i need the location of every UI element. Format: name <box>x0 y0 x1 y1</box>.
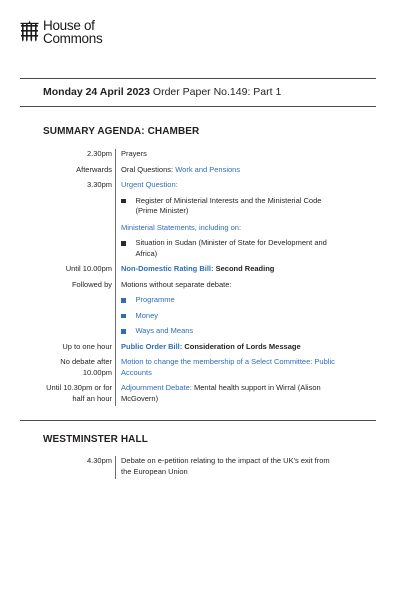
chamber-agenda <box>40 149 376 406</box>
house-of-commons-logo <box>20 20 102 45</box>
row-time: Up to one hour <box>62 341 112 351</box>
row-time: Until 10.30pm or for half an hour <box>46 383 112 403</box>
row-time: Until 10.00pm <box>65 264 112 273</box>
agenda-row-select-committee-motion <box>40 357 376 383</box>
portcullis-icon <box>20 20 39 42</box>
agenda-row-motions <box>40 280 376 342</box>
chamber-heading: SUMMARY AGENDA: CHAMBER <box>43 126 200 137</box>
bullet-icon <box>121 298 126 303</box>
row-time: 3.30pm <box>86 180 112 189</box>
list-item: Situation in Sudan (Minister of State for Development and Africa) <box>121 238 340 259</box>
agenda-row-public-order-bill <box>40 342 376 358</box>
motions-label: Motions without separate debate: <box>121 279 232 289</box>
westminster-agenda <box>40 456 376 479</box>
list-item: Register of Ministerial Interests and the Ministerial Code (Prime Minister) <box>121 196 340 217</box>
bullet-icon <box>121 241 126 246</box>
logo-line-1: House of <box>43 18 95 33</box>
non-domestic-rating-bill-link[interactable]: Non-Domestic Rating Bill: <box>121 264 214 273</box>
westminster-hall-heading: WESTMINSTER HALL <box>43 434 148 445</box>
title-divider <box>20 106 376 107</box>
title-rest: Order Paper No.149: Part 1 <box>149 86 282 98</box>
list-item <box>121 311 340 322</box>
agenda-row-oral-questions <box>40 165 376 181</box>
row-content: Prayers <box>115 149 340 165</box>
bill-stage: Second Reading <box>213 264 275 273</box>
logo-line-2: Commons <box>43 30 103 46</box>
agenda-row-non-domestic-rating-bill <box>40 264 376 280</box>
row-time: Afterwards <box>76 164 112 174</box>
bill-stage: Consideration of Lords Message <box>182 341 301 351</box>
page-title <box>43 86 281 98</box>
row-content: Debate on e-petition relating to the impact of the UK's exit from the European Union <box>115 456 340 479</box>
bullet-icon <box>121 199 126 204</box>
row-time: Followed by <box>71 279 112 289</box>
money-link[interactable]: Money <box>135 310 159 320</box>
select-committee-motion-link[interactable]: Motion to change the membership of a Select Committee: Public Accounts <box>115 357 340 383</box>
row-time: 4.30pm <box>86 456 112 465</box>
section-divider <box>20 420 376 421</box>
work-and-pensions-link[interactable]: Work and Pensions <box>175 164 241 174</box>
list-item <box>121 326 340 337</box>
agenda-row-urgent-question <box>40 180 376 264</box>
title-date: Monday 24 April 2023 <box>43 86 150 98</box>
oral-questions-label: Oral Questions: <box>121 164 176 174</box>
agenda-row-adjournment-debate <box>40 383 376 406</box>
adjournment-debate-text: Mental health support in Wirral (Alison McGovern) <box>121 383 321 403</box>
row-time: No debate after 10.00pm <box>60 357 112 377</box>
list-item <box>121 295 340 306</box>
programme-link[interactable]: Programme <box>135 295 175 304</box>
adjournment-debate-link[interactable]: Adjournment Debate: <box>121 383 192 392</box>
bullet-icon <box>121 314 126 319</box>
agenda-row-e-petition <box>40 456 376 479</box>
row-time: 2.30pm <box>86 149 112 158</box>
top-divider <box>20 78 376 79</box>
urgent-question-link[interactable]: Urgent Question: <box>121 180 178 189</box>
agenda-row-prayers <box>40 149 376 165</box>
ministerial-statements-link[interactable]: Ministerial Statements, including on: <box>121 222 242 232</box>
ways-and-means-link[interactable]: Ways and Means <box>135 326 194 335</box>
public-order-bill-link[interactable]: Public Order Bill: <box>121 341 183 351</box>
bullet-icon <box>121 329 126 334</box>
